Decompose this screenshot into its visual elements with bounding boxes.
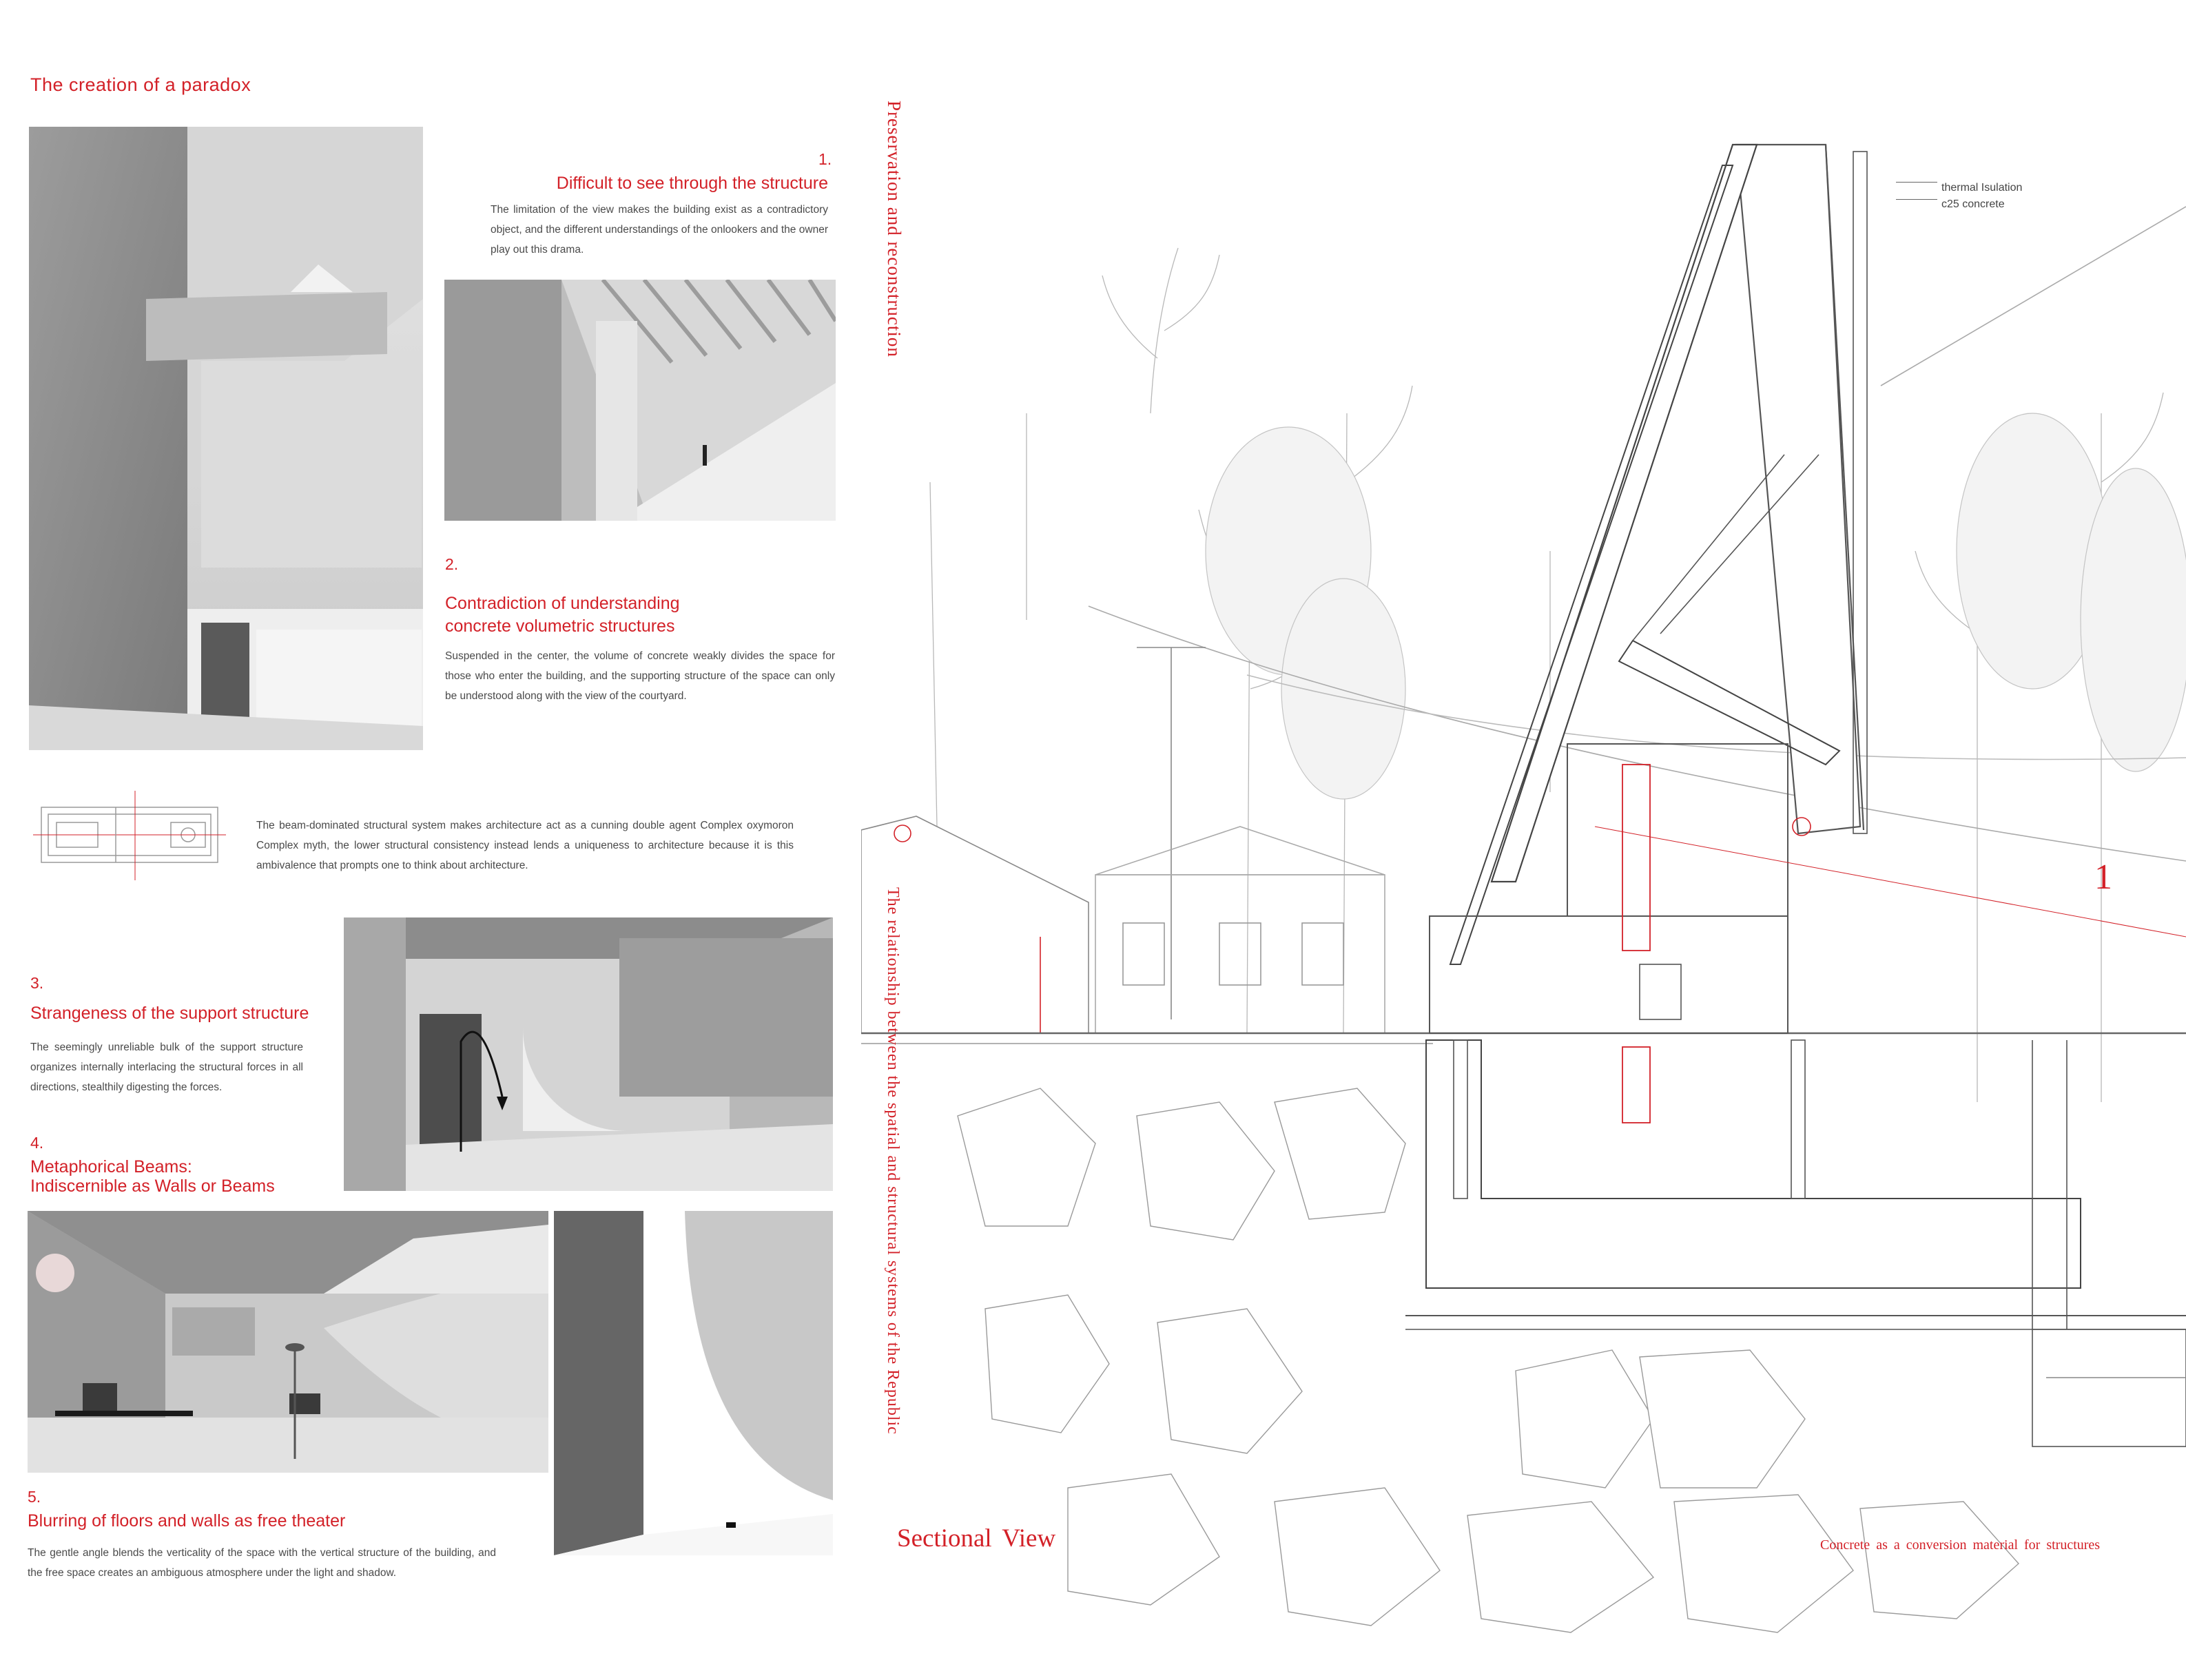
annotation-leader-1 — [1896, 182, 1937, 183]
section-2-heading-line2: concrete volumetric structures — [445, 616, 675, 636]
render-light-wall — [554, 1211, 833, 1555]
section-3-heading: Strangeness of the support structure — [30, 1004, 309, 1023]
vertical-title-top: Preservation and reconstruction — [884, 101, 905, 357]
section-2-heading-line1: Contradiction of understanding — [445, 594, 680, 613]
annotation-concrete: c25 concrete — [1941, 198, 2005, 210]
section-4-number: 4. — [30, 1134, 44, 1152]
vertical-title-bottom: The relationship between the spatial and structural systems of the Republic — [884, 887, 902, 1435]
section-2-text: Suspended in the center, the volume of concrete weakly divides the space for those who enter the building, and the supporting structure of the space can only be understood along with the view of the courtyard. — [445, 650, 835, 702]
bottom-caption: Concrete as a conversion material for structures — [1820, 1537, 2101, 1553]
render-corridor — [444, 280, 836, 521]
section-1-text: The limitation of the view makes the building exist as a contradictory object, and the different understandings of the onlookers and the owner play out this drama. — [491, 204, 828, 256]
render-living-space — [28, 1211, 548, 1473]
section-marker: 1 — [2094, 858, 2112, 897]
annotation-leader-2 — [1896, 199, 1937, 200]
section-1-number: 1. — [818, 150, 832, 168]
beam-note-text: The beam-dominated structural system makes architecture act as a cunning double agent Complex oxymoron Complex myth, the lower structural consistency instead lends a uniqueness to architecture because it is this ambivalence that prompts one to think about architecture. — [256, 820, 794, 871]
section-2-number: 2. — [445, 555, 459, 573]
render-interior-tall — [29, 127, 423, 750]
section-1-heading: Difficult to see through the structure — [556, 174, 828, 193]
section-3-number: 3. — [30, 974, 44, 992]
structural-plan-diagram — [33, 791, 226, 880]
sectional-drawing — [861, 69, 2186, 1677]
section-5-number: 5. — [28, 1488, 41, 1506]
annotation-thermal: thermal Isulation — [1941, 182, 2023, 194]
section-5-heading: Blurring of floors and walls as free theater — [28, 1511, 346, 1531]
render-support-structure — [344, 917, 833, 1191]
section-4-heading-line2: Indiscernible as Walls or Beams — [30, 1176, 275, 1196]
section-5-text: The gentle angle blends the verticality of the space with the vertical structure of the building, and the free space creates an ambiguous atmosphere under the light and shadow. — [28, 1547, 496, 1579]
sectional-view-title: Sectional View — [897, 1524, 1056, 1553]
section-4-heading-line1: Metaphorical Beams: — [30, 1157, 192, 1176]
page-title: The creation of a paradox — [30, 74, 251, 95]
section-3-text: The seemingly unreliable bulk of the support structure organizes internally interlacing the structural forces in all directions, stealthily digesting the forces. — [30, 1041, 303, 1093]
